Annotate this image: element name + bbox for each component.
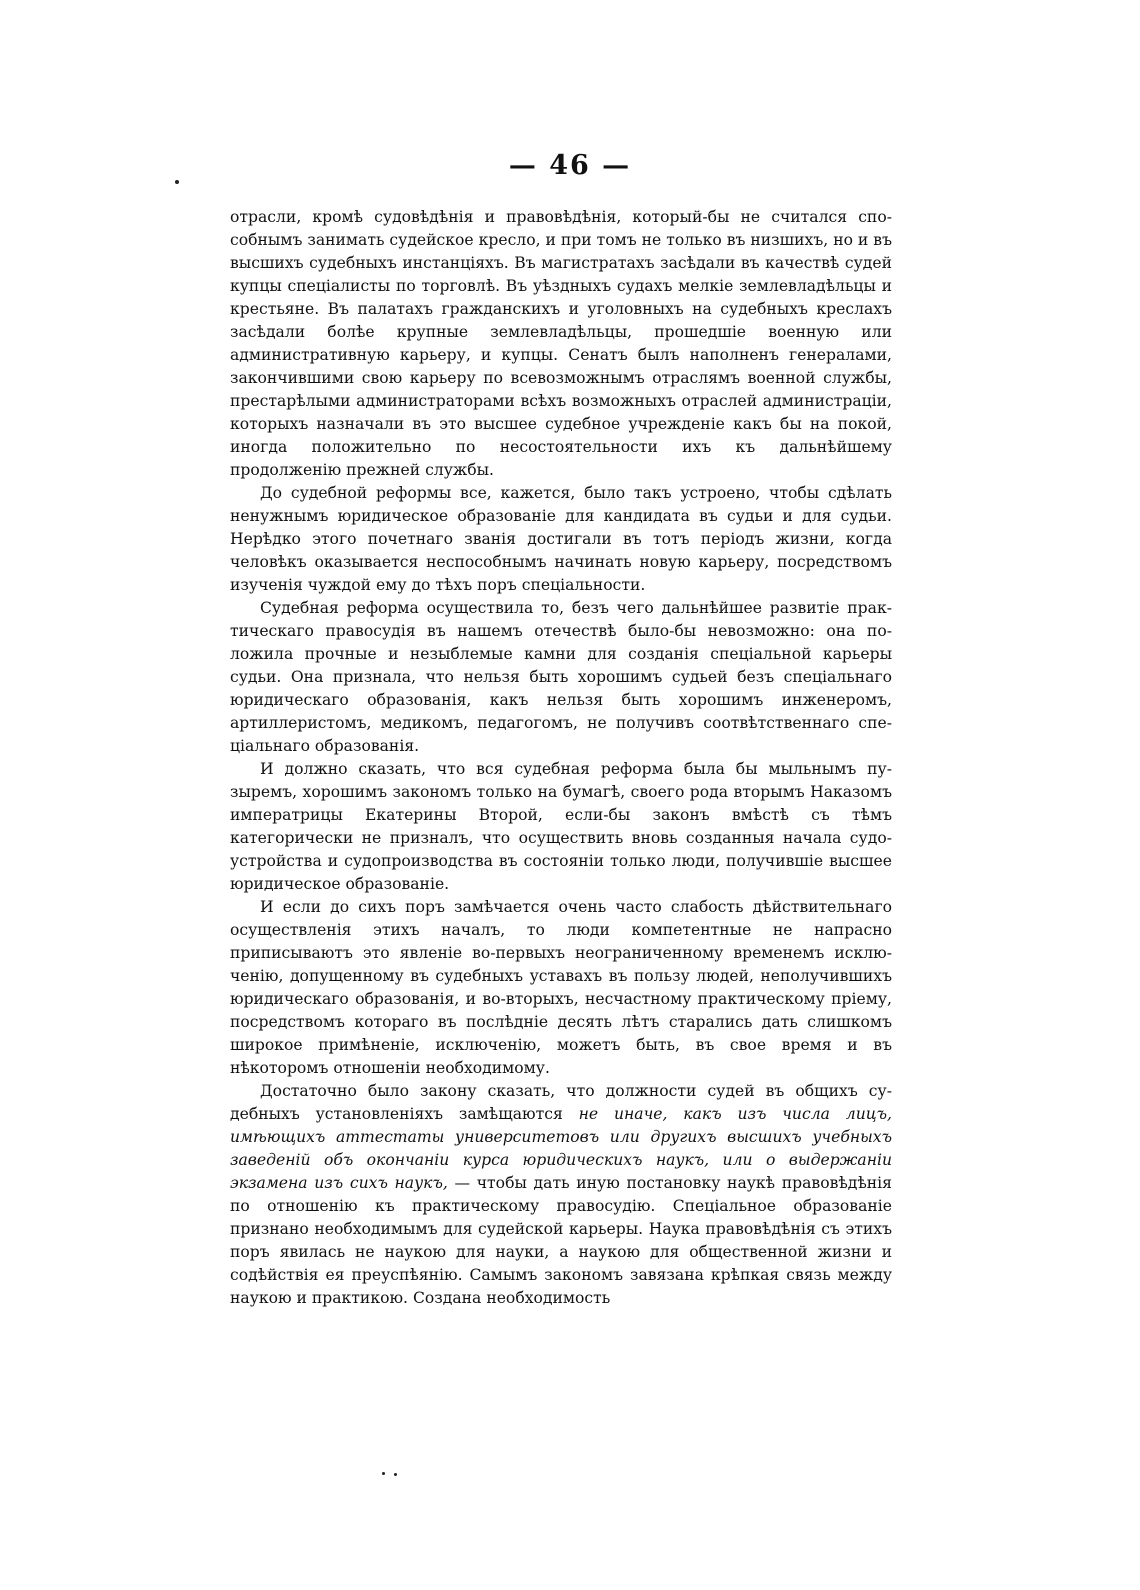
paragraph-6	[230, 1080, 892, 1310]
paragraph-1	[230, 206, 892, 482]
paragraph-6-italic-quote: не иначе, какъ изъ числа лицъ, имѣющихъ аттестаты университетовъ или другихъ высшихъ учебныхъ заведеній объ окончаніи курса юридическихъ наукъ, или о выдержаніи экзамена изъ сихъ наукъ,	[230, 1105, 892, 1192]
paragraph-3	[230, 597, 892, 758]
body-text	[230, 206, 892, 1310]
paragraph-6-text-b: — чтобы дать иную постановку наукѣ правовѣдѣнія по отношенію къ практическому правосудію. Спеціальное образованіе признано необходимымъ для судейской карьеры. Наука правовѣдѣнія съ этихъ поръ явилась не наукою для науки, а наукою для общественной жизни и содѣйствія ея преуспѣянію. Самымъ закономъ завязана крѣпкая связь между наукою и практикою. Создана необходимость	[230, 1174, 892, 1307]
paragraph-2-text: До судебной реформы все, кажется, было такъ устроено, чтобы сдѣлать ненужнымъ юридическое образованіе для кандидата въ судьи и для судьи. Нерѣдко этого почетнаго званія достигали въ тотъ періодъ жизни, когда человѣкъ оказывается неспособнымъ начинать новую карьеру, посредствомъ изученія чуждой ему до тѣхъ поръ спеціальности.	[230, 484, 892, 594]
paragraph-2	[230, 482, 892, 597]
paragraph-4	[230, 758, 892, 896]
scan-speck	[382, 1472, 385, 1475]
paragraph-4-text: И должно сказать, что вся судебная реформа была бы мыльнымъ пузыремъ, хорошимъ закономъ только на бумагѣ, своего рода вторымъ Наказомъ императрицы Екатерины Второй, если-бы законъ вмѣстѣ съ тѣмъ категорически не призналъ, что осуществить вновь созданныя начала судоустройства и судопроизводства въ состояніи только люди, получившіе высшее юридическое образованіе.	[230, 760, 892, 893]
paragraph-5	[230, 896, 892, 1080]
paragraph-1-text: отрасли, кромѣ судовѣдѣнія и правовѣдѣнія, который-бы не считался способнымъ занимать судейское кресло, и при томъ не только въ низшихъ, но и въ высшихъ судебныхъ инстанціяхъ. Въ магистратахъ засѣдали въ качествѣ судей купцы спеціалисты по торговлѣ. Въ уѣздныхъ судахъ мелкіе землевладѣльцы и крестьяне. Въ палатахъ гражданскихъ и уголовныхъ на судебныхъ креслахъ засѣдали болѣе крупные землевладѣльцы, прошедшіе военную или административную карьеру, и купцы. Сенатъ былъ наполненъ генералами, закончившими свою карьеру по всевозможнымъ отраслямъ военной службы, престарѣлыми администраторами всѣхъ возможныхъ отраслей администраціи, которыхъ назначали въ это высшее судебное учрежденіе какъ бы на покой, иногда положительно по несостоятельности ихъ къ дальнѣйшему продолженію прежней службы.	[230, 208, 892, 479]
paragraph-3-text: Судебная реформа осуществила то, безъ чего дальнѣйшее развитіе практическаго правосудія въ нашемъ отечествѣ было-бы невозможно: она положила прочные и незыблемые камни для созданія спеціальной карьеры судьи. Она признала, что нельзя быть хорошимъ судьей безъ спеціальнаго юридическаго образованія, какъ нельзя быть хорошимъ инженеромъ, артиллеристомъ, медикомъ, педагогомъ, не получивъ соотвѣтственнаго спеціальнаго образованія.	[230, 599, 892, 755]
paragraph-5-text: И если до сихъ поръ замѣчается очень часто слабость дѣйствительнаго осуществленія этихъ началъ, то люди компетентные не напрасно приписываютъ это явленіе во-первыхъ неограниченному временемъ исключенію, допущенному въ судебныхъ уставахъ въ пользу людей, неполучившихъ юридическаго образованія, и во-вторыхъ, несчастному практическому пріему, посредствомъ котораго въ послѣдніе десять лѣтъ старались дать слишкомъ широкое примѣненіе, исключенію, можетъ быть, въ свое время и въ нѣкоторомъ отношеніи необходимому.	[230, 898, 892, 1077]
scan-speck	[394, 1473, 397, 1476]
paragraph-6-text-a: Достаточно было закону сказать, что должности судей въ общихъ судебныхъ установленіяхъ замѣщаются	[230, 1082, 892, 1123]
page-number: — 46 —	[508, 150, 632, 181]
